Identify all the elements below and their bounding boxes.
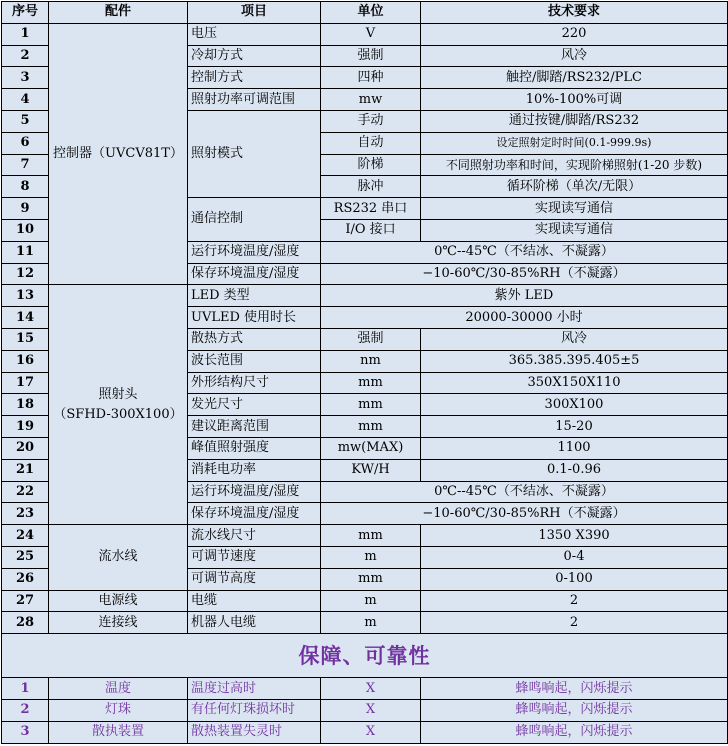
row-no: 9 [2, 198, 49, 220]
group-head-name: 照射头 [98, 386, 138, 402]
row-no: 24 [2, 525, 49, 547]
row-no: 5 [2, 110, 49, 132]
row-item: 保存环境温度/湿度 [188, 263, 321, 285]
row-item: 建议距离范围 [188, 416, 321, 438]
rel-item: 散热装置失灵时 [188, 721, 321, 743]
row-item: 散热方式 [188, 328, 321, 350]
row-spec: 2 [421, 612, 728, 634]
row-no: 6 [2, 132, 49, 154]
row-spec: 1350 X390 [421, 525, 728, 547]
table-row [2, 612, 728, 634]
row-no: 15 [2, 328, 49, 350]
row-unit: m [321, 612, 421, 634]
row-item: 流水线尺寸 [188, 525, 321, 547]
section-title: 保障、可靠性 [2, 634, 728, 678]
row-spec: 0℃--45℃（不结冰、不凝露） [321, 241, 728, 263]
row-spec: 触控/脚踏/RS232/PLC [421, 67, 728, 89]
reliability-row [2, 699, 728, 721]
row-no: 14 [2, 307, 49, 329]
row-spec: 循环阶梯（单次/无限） [421, 176, 728, 198]
row-spec: 0℃--45℃（不结冰、不凝露） [321, 481, 728, 503]
row-item: 保存环境温度/湿度 [188, 503, 321, 525]
row-item: 峰值照射强度 [188, 437, 321, 459]
row-unit: mw(MAX) [321, 437, 421, 459]
row-spec: 通过按键/脚踏/RS232 [421, 110, 728, 132]
row-no: 16 [2, 350, 49, 372]
row-spec: 不同照射功率和时间，实现阶梯照射(1-20 步数) [421, 154, 728, 176]
group-irradiation-head [49, 285, 188, 525]
row-no: 4 [2, 89, 49, 111]
row-spec: 0.1-0.96 [421, 459, 728, 481]
rel-item: 温度过高时 [188, 678, 321, 700]
row-spec: −10-60℃/30-85%RH（不凝露） [321, 263, 728, 285]
row-item: 消耗电功率 [188, 459, 321, 481]
row-item: UVLED 使用时长 [188, 307, 321, 329]
row-item: 发光尺寸 [188, 394, 321, 416]
rel-spec: 蜂鸣响起，闪烁提示 [421, 699, 728, 721]
row-spec: −10-60℃/30-85%RH（不凝露） [321, 503, 728, 525]
header-row [2, 2, 728, 24]
rel-part: 灯珠 [49, 699, 188, 721]
row-no: 27 [2, 590, 49, 612]
row-no: 1 [2, 23, 49, 45]
rel-no: 3 [2, 721, 49, 743]
row-item: 照射功率可调范围 [188, 89, 321, 111]
group-connect-cable: 连接线 [49, 612, 188, 634]
row-unit: 强制 [321, 45, 421, 67]
row-sub: I/O 接口 [321, 219, 421, 241]
table-row [2, 525, 728, 547]
reliability-row [2, 678, 728, 700]
row-unit: KW/H [321, 459, 421, 481]
row-spec: 0-100 [421, 568, 728, 590]
row-item: 运行环境温度/湿度 [188, 241, 321, 263]
row-no: 11 [2, 241, 49, 263]
row-sub: 手动 [321, 110, 421, 132]
row-spec: 300X100 [421, 394, 728, 416]
row-sub: 脉冲 [321, 176, 421, 198]
row-spec: 风冷 [421, 328, 728, 350]
row-sub: 自动 [321, 132, 421, 154]
row-item: 运行环境温度/湿度 [188, 481, 321, 503]
rel-no: 1 [2, 678, 49, 700]
row-spec: 实现读写通信 [421, 219, 728, 241]
table-row [2, 285, 728, 307]
row-unit: mm [321, 416, 421, 438]
row-no: 21 [2, 459, 49, 481]
group-conveyor: 流水线 [49, 525, 188, 590]
row-item: 外形结构尺寸 [188, 372, 321, 394]
row-spec: 365.385.395.405±5 [421, 350, 728, 372]
row-no: 2 [2, 45, 49, 67]
rel-item: 有任何灯珠损坏时 [188, 699, 321, 721]
rel-unit: X [321, 678, 421, 700]
rel-unit: X [321, 699, 421, 721]
header-spec: 技术要求 [421, 2, 728, 24]
row-unit: nm [321, 350, 421, 372]
table-row [2, 590, 728, 612]
section-title-row [2, 634, 728, 678]
rel-unit: X [321, 721, 421, 743]
row-no: 8 [2, 176, 49, 198]
row-no: 10 [2, 219, 49, 241]
header-unit: 单位 [321, 2, 421, 24]
row-item: 可调节速度 [188, 546, 321, 568]
row-no: 26 [2, 568, 49, 590]
row-no: 19 [2, 416, 49, 438]
row-item: LED 类型 [188, 285, 321, 307]
row-spec: 实现读写通信 [421, 198, 728, 220]
row-item: 机器人电缆 [188, 612, 321, 634]
row-unit: mm [321, 568, 421, 590]
row-spec: 紫外 LED [321, 285, 728, 307]
row-no: 20 [2, 437, 49, 459]
row-item: 控制方式 [188, 67, 321, 89]
row-item: 冷却方式 [188, 45, 321, 67]
header-item: 项目 [188, 2, 321, 24]
row-spec: 350X150X110 [421, 372, 728, 394]
row-no: 25 [2, 546, 49, 568]
row-spec: 2 [421, 590, 728, 612]
row-no: 17 [2, 372, 49, 394]
row-spec: 风冷 [421, 45, 728, 67]
row-unit: mm [321, 372, 421, 394]
row-unit: mm [321, 394, 421, 416]
row-unit: V [321, 23, 421, 45]
row-no: 3 [2, 67, 49, 89]
row-no: 28 [2, 612, 49, 634]
row-unit: m [321, 546, 421, 568]
row-spec: 20000-30000 小时 [321, 307, 728, 329]
group-head-model: （SFHD-300X100） [53, 406, 183, 422]
row-no: 13 [2, 285, 49, 307]
group-controller: 控制器（UVCV81T） [49, 23, 188, 285]
reliability-row [2, 721, 728, 743]
row-spec: 220 [421, 23, 728, 45]
rel-spec: 蜂鸣响起，闪烁提示 [421, 678, 728, 700]
group-power-cable: 电源线 [49, 590, 188, 612]
rel-spec: 蜂鸣响起，闪烁提示 [421, 721, 728, 743]
row-no: 23 [2, 503, 49, 525]
row-item: 可调节高度 [188, 568, 321, 590]
row-unit: m [321, 590, 421, 612]
spec-table [1, 1, 728, 744]
row-unit: mm [321, 525, 421, 547]
row-spec: 10%-100%可调 [421, 89, 728, 111]
group-irradiation-mode: 照射模式 [188, 110, 321, 197]
rel-part: 温度 [49, 678, 188, 700]
rel-no: 2 [2, 699, 49, 721]
row-sub: 阶梯 [321, 154, 421, 176]
row-no: 12 [2, 263, 49, 285]
group-comm-control: 通信控制 [188, 198, 321, 242]
row-no: 22 [2, 481, 49, 503]
row-unit: mw [321, 89, 421, 111]
row-no: 18 [2, 394, 49, 416]
row-unit: 强制 [321, 328, 421, 350]
row-spec: 1100 [421, 437, 728, 459]
row-spec: 设定照射定时时间(0.1-999.9s) [421, 132, 728, 154]
row-unit: 四种 [321, 67, 421, 89]
header-part: 配件 [49, 2, 188, 24]
row-spec: 0-4 [421, 546, 728, 568]
rel-part: 散执装置 [49, 721, 188, 743]
row-item: 电缆 [188, 590, 321, 612]
header-no: 序号 [2, 2, 49, 24]
row-no: 7 [2, 154, 49, 176]
row-item: 电压 [188, 23, 321, 45]
row-spec: 15-20 [421, 416, 728, 438]
row-item: 波长范围 [188, 350, 321, 372]
table-row [2, 23, 728, 45]
row-sub: RS232 串口 [321, 198, 421, 220]
